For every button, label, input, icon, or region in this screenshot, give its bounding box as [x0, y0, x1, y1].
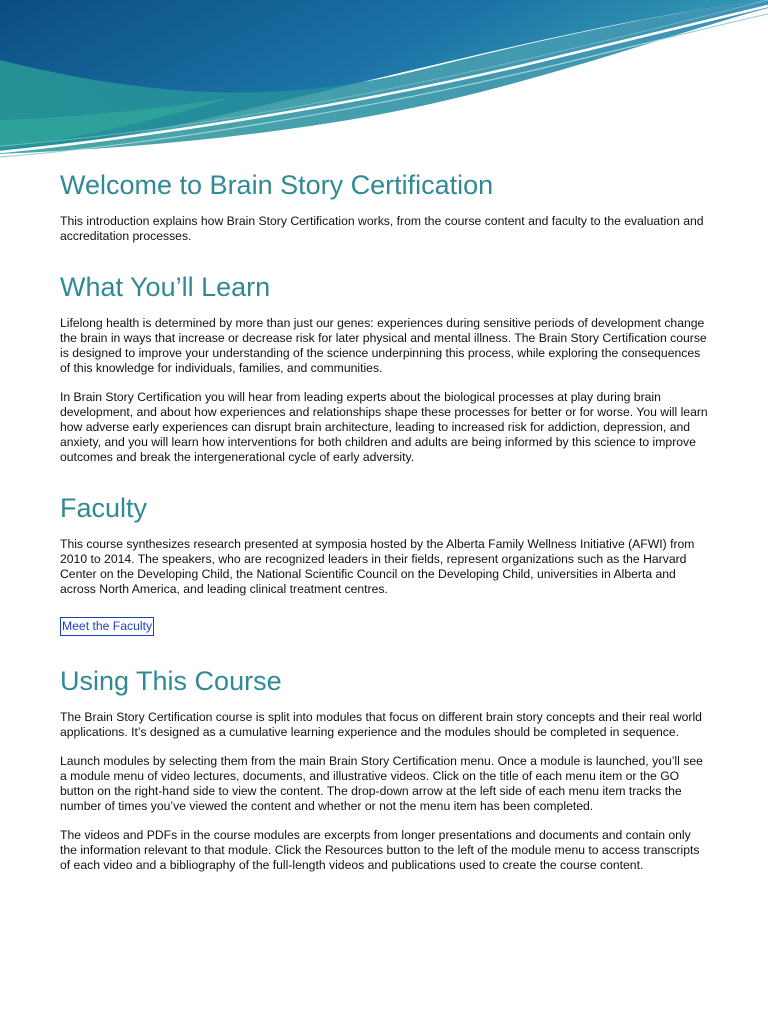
- section-what-youll-learn: [60, 270, 710, 465]
- paragraph: This introduction explains how Brain Story Certification works, from the course content and faculty to the evaluation and accreditation processes.: [60, 214, 704, 243]
- heading-what-youll-learn: What You’ll Learn: [60, 272, 271, 302]
- paragraph: The Brain Story Certification course is split into modules that focus on different brain story concepts and their real world applications. It’s designed as a cumulative learning experience and the modules should be completed in sequence.: [60, 710, 702, 739]
- heading-welcome: Welcome to Brain Story Certification: [60, 170, 494, 200]
- paragraph: Lifelong health is determined by more than just our genes: experiences during sensitive periods of development change the brain in ways that increase or decrease risk for later physical and mental illness. The Brain Story Certification course is designed to improve your understanding of the science underpinning this process, while exploring the consequences of this knowledge for individuals, families, and communities.: [60, 316, 707, 375]
- header-wave-banner: [0, 0, 768, 170]
- paragraph: This course synthesizes research presented at symposia hosted by the Alberta Family Wellness Initiative (AFWI) from 2010 to 2014. The speakers, who are recognized leaders in their fields, represent organizations such as the Harvard Center on the Developing Child, the National Scientific Council on the Developing Child, universities in Alberta and across North America, and leading clinical treatment centres.: [60, 537, 695, 596]
- section-welcome: [60, 168, 710, 244]
- heading-faculty: Faculty: [60, 493, 148, 523]
- paragraph: Launch modules by selecting them from the main Brain Story Certification menu. Once a module is launched, you’ll see a module menu of video lectures, documents, and illustrative videos. Click on the title of each menu item or the GO button on the right-hand side to view the content. The drop-down arrow at the left side of each menu item tracks the number of times you’ve viewed the content and whether or not the menu item has been completed.: [60, 754, 703, 813]
- document-body: [60, 168, 710, 887]
- section-faculty: [60, 491, 710, 636]
- paragraph: In Brain Story Certification you will hear from leading experts about the biological processes at play during brain development, and about how experiences and relationships shape these processes for better or for worse. You will learn how adverse early experiences can disrupt brain architecture, leading to increased risk for addiction, depression, and anxiety, and you will learn how interventions for both children and adults are being informed by this science to improve outcomes and break the intergenerational cycle of early adversity.: [60, 390, 708, 464]
- section-using-this-course: [60, 664, 710, 873]
- paragraph: The videos and PDFs in the course modules are excerpts from longer presentations and documents and contain only the information relevant to that module. Click the Resources button to the left of the module menu to access transcripts of each video and a bibliography of the full-length videos and publications used to create the course content.: [60, 828, 700, 872]
- heading-using-this-course: Using This Course: [60, 666, 282, 696]
- meet-the-faculty-link[interactable]: Meet the Faculty: [60, 617, 154, 636]
